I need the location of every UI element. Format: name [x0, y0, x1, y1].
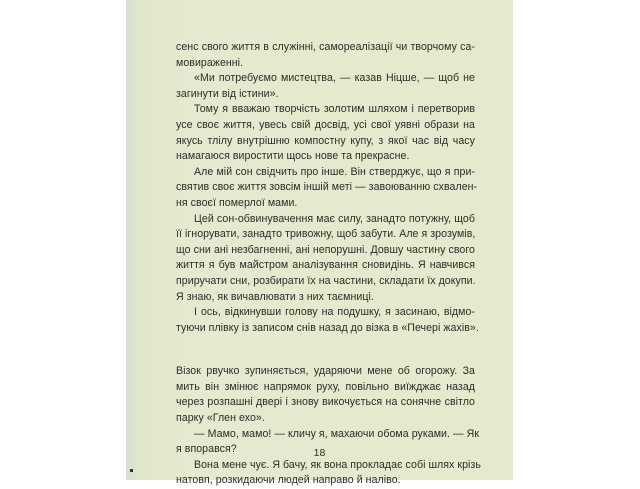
text-line: І ось, відкинувши голову на подушку, я засинаю, відмо-	[194, 306, 475, 319]
text-line: мить він змінює напрямок руху, повільно виїжджає назад	[176, 380, 475, 393]
text-line: мовираженні.	[176, 56, 244, 69]
text-line: святив своє життя зовсім іншій меті — завоюванню схвален-	[176, 181, 478, 194]
text-line: її ігнорувати, занадто тривожну, щоб забути. Але я зрозумів,	[176, 228, 476, 241]
text-line: Але мій сон свідчить про інше. Він стверджує, що я при-	[194, 165, 475, 178]
section-1	[176, 40, 479, 336]
section-2	[176, 364, 481, 489]
text-line: ня своєї померлої мами.	[176, 196, 298, 209]
text-line: сенс свого життя в служінні, самореалізації чи творчому са-	[176, 41, 475, 53]
scan-mark	[130, 469, 133, 472]
text-line: Візок рвучко зупиняється, ударяючи мене об огорожу. За	[176, 365, 475, 378]
text-line: якусь тлілу внутрішню компостну купу, з якої час від часу	[176, 134, 475, 147]
text-line: «Ми потребуємо мистецтва, — казав Ніцше, — щоб не	[194, 72, 475, 85]
text-line: Я знаю, як вичавлювати з них таємниці.	[176, 290, 374, 303]
text-line: що сни ані незбагненні, ані непорушні. Довшу частину свого	[176, 243, 475, 256]
text-line: приручати сни, розбирати їх на частини, складати їх докупи.	[176, 274, 476, 287]
text-line: парку «Глен ехо».	[176, 412, 265, 425]
book-page	[126, 0, 513, 487]
text-line: життя я був майстром аналізування сновидінь. Я навчився	[176, 259, 475, 272]
section-break	[176, 336, 475, 364]
page-body	[176, 40, 481, 489]
text-line: натовп, розкидаючи людей направо й наліво.	[176, 474, 401, 487]
text-line: усе своє життя, увесь свій досвід, усі свої уявні образи на	[176, 118, 475, 131]
text-line: Тому я вважаю творчість золотим шляхом і перетворив	[194, 103, 475, 116]
text-line: загинути від істини».	[176, 87, 279, 100]
text-line: Цей сон-обвинувачення має силу, занадто потужну, щоб	[194, 212, 475, 225]
text-line: через розпашні двері і знову викочується на сонячне світло	[176, 396, 475, 409]
text-line: я впорався?	[176, 443, 237, 456]
text-line: туючи плівку із записом снів назад до візка в «Печері жахів».	[176, 321, 479, 334]
text-line: намагаюся виростити щось нове та прекрасне.	[176, 150, 410, 163]
page-number: 18	[313, 447, 326, 459]
text-line: Вона мене чує. Я бачу, як вона прокладає собі шлях крізь	[194, 458, 481, 471]
text-line: — Мамо, мамо! — кличу я, махаючи обома руками. — Як	[194, 427, 480, 440]
